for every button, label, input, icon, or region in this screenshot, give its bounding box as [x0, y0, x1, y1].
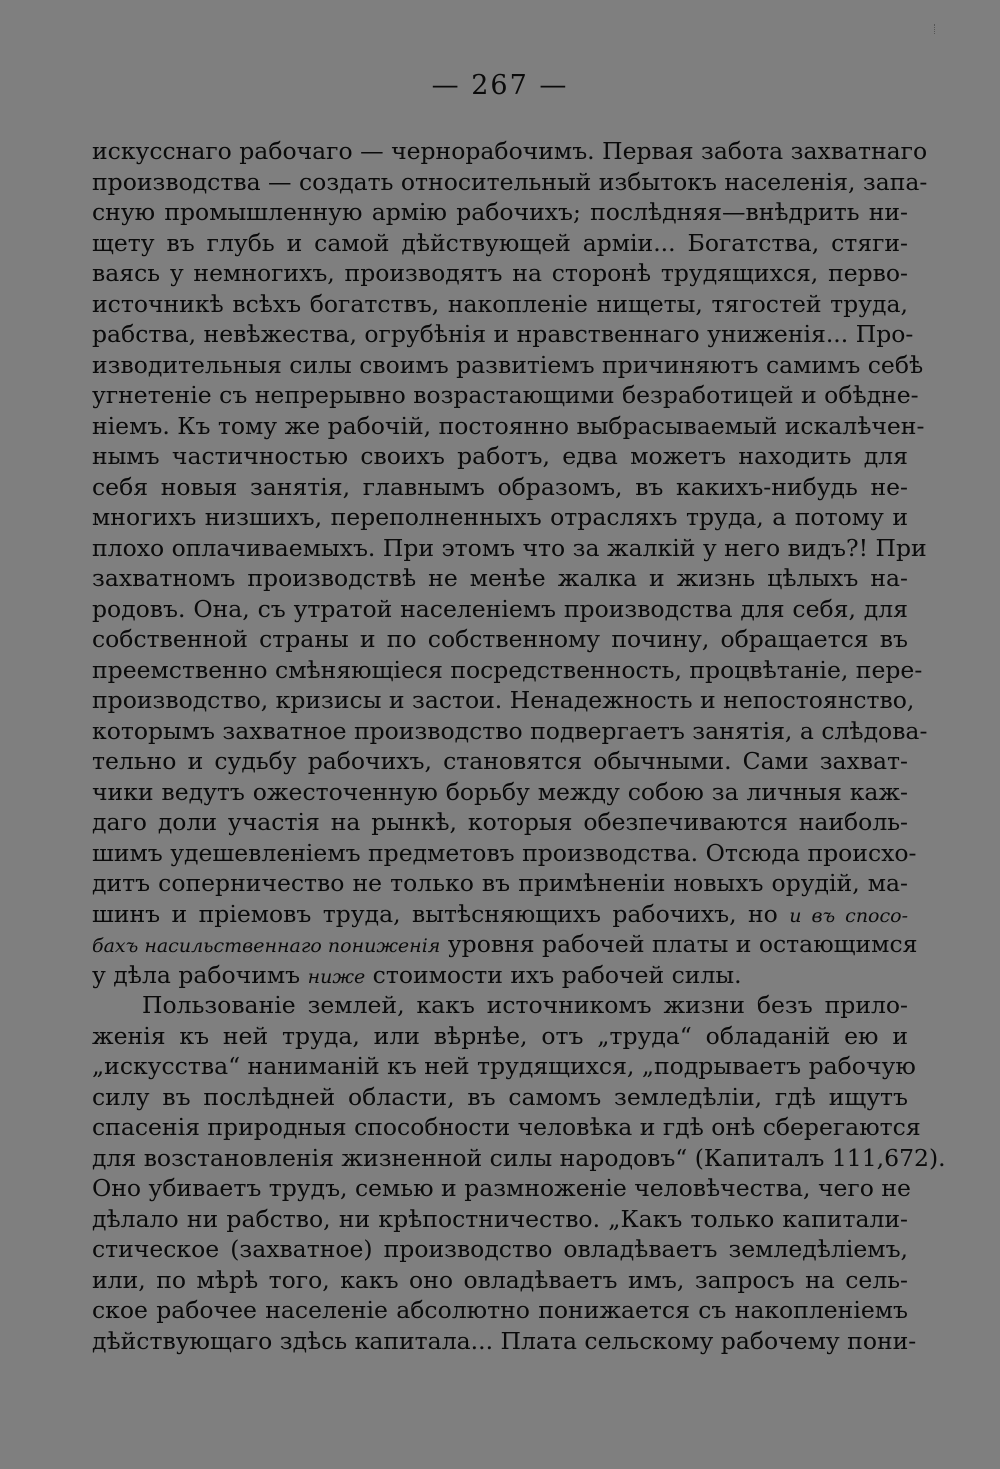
text-line: Пользованіе землей, какъ источникомъ жизни безъ прило- [142, 991, 908, 1019]
text-line: плохо оплачиваемыхъ. При этомъ что за жалкій у него видъ?! При [92, 533, 927, 562]
text-line: дитъ соперничество не только въ примѣненіи новыхъ орудій, ма- [92, 869, 908, 897]
text-line: которымъ захватное производство подвергаетъ занятія, а слѣдова- [92, 716, 928, 745]
text-line: щету въ глубь и самой дѣйствующей арміи... Богатства, стяги- [92, 228, 908, 257]
text-line: даго доли участія на рынкѣ, которыя обезпечиваются наиболь- [92, 808, 908, 836]
text-line: „искусства“ наниманій къ ней трудящихся, „подрываетъ рабочую [92, 1052, 916, 1080]
text-line: спасенія природныя способности человѣка и гдѣ онѣ сберегаются [92, 1113, 921, 1141]
text-line-mixed [92, 960, 908, 991]
text-line-mixed [92, 929, 918, 960]
text-segment: уровня рабочей платы и остающимся [440, 930, 918, 958]
text-line: шимъ удешевленіемъ предметовъ производства. Отсюда происхо- [92, 838, 917, 867]
text-line: собственной страны и по собственному почину, обращается въ [92, 625, 908, 653]
italic-segment: и въ спосо- [789, 904, 909, 927]
text-line: себя новыя занятія, главнымъ образомъ, въ какихъ-нибудь не- [92, 472, 908, 501]
text-line: производства — создать относительный избытокъ населенія, запа- [92, 167, 928, 196]
text-line: ское рабочее населеніе абсолютно понижается съ накопленіемъ [92, 1296, 908, 1324]
text-line: чики ведутъ ожесточенную борьбу между собою за личныя каж- [92, 777, 908, 806]
text-line: или, по мѣрѣ того, какъ оно овладѣваетъ имъ, запросъ на сель- [92, 1265, 908, 1294]
text-line: силу въ послѣдней области, въ самомъ земледѣліи, гдѣ ищутъ [92, 1082, 908, 1111]
text-line: многихъ низшихъ, переполненныхъ отрасляхъ труда, а потому и [92, 503, 908, 531]
text-line: дѣйствующаго здѣсь капитала... Плата сельскому рабочему пони- [92, 1326, 917, 1355]
text-line: ваясь у немногихъ, производятъ на сторонѣ трудящихся, перво- [92, 259, 908, 287]
text-line: Оно убиваетъ трудъ, семью и размноженіе человѣчества, чего не [92, 1174, 911, 1202]
text-line: сную промышленную армію рабочихъ; послѣдняя—внѣдрить ни- [92, 198, 908, 226]
text-line: для возстановленія жизненной силы народовъ“ (Капиталъ 111,672). [92, 1143, 946, 1172]
text-line: стическое (захватное) производство овладѣваетъ земледѣліемъ, [92, 1235, 908, 1263]
text-segment: стоимости ихъ рабочей силы. [365, 960, 742, 989]
italic-segment: ниже [307, 965, 366, 988]
text-line: захватномъ производствѣ не менѣе жалка и жизнь цѣлыхъ на- [92, 564, 908, 592]
paragraph-2 [92, 990, 946, 1356]
text-line: дѣлало ни рабство, ни крѣпостничество. „Какъ только капитали- [92, 1204, 908, 1233]
text-line: нымъ частичностью своихъ работъ, едва можетъ находить для [92, 442, 908, 470]
paragraph-1 [92, 136, 928, 990]
text-line: источникѣ всѣхъ богатствъ, накопленіе нищеты, тягостей труда, [92, 289, 908, 318]
text-line: искусснаго рабочаго — чернорабочимъ. Первая забота захватнаго [92, 137, 928, 165]
text-line: тельно и судьбу рабочихъ, становятся обычными. Сами захват- [92, 747, 908, 775]
text-line: ніемъ. Къ тому же рабочій, постоянно выбрасываемый искалѣчен- [92, 411, 925, 440]
text-line-mixed [92, 899, 908, 930]
scan-speck [934, 24, 939, 34]
text-line: родовъ. Она, съ утратой населеніемъ производства для себя, для [92, 594, 908, 623]
text-line: производство, кризисы и застои. Ненадежность и непостоянство, [92, 686, 915, 714]
text-segment: шинъ и пріемовъ труда, вытѣсняющихъ рабочихъ, но [92, 899, 790, 928]
body-text [92, 136, 946, 1356]
page-number: — 267 — [431, 70, 569, 101]
text-segment: у дѣла рабочимъ [92, 960, 308, 989]
text-line: рабства, невѣжества, огрубѣнія и нравственнаго униженія... Про- [92, 320, 914, 348]
text-line: преемственно смѣняющіеся посредственность, процвѣтаніе, пере- [92, 655, 923, 684]
text-line: изводительныя силы своимъ развитіемъ причиняютъ самимъ себѣ [92, 350, 924, 379]
italic-segment: бахъ насильственнаго пониженія [92, 935, 441, 957]
text-line: женія къ ней труда, или вѣрнѣе, отъ „труда“ обладаній ею и [92, 1021, 908, 1050]
text-line: угнетеніе съ непрерывно возрастающими безработицей и обѣдне- [92, 381, 919, 409]
